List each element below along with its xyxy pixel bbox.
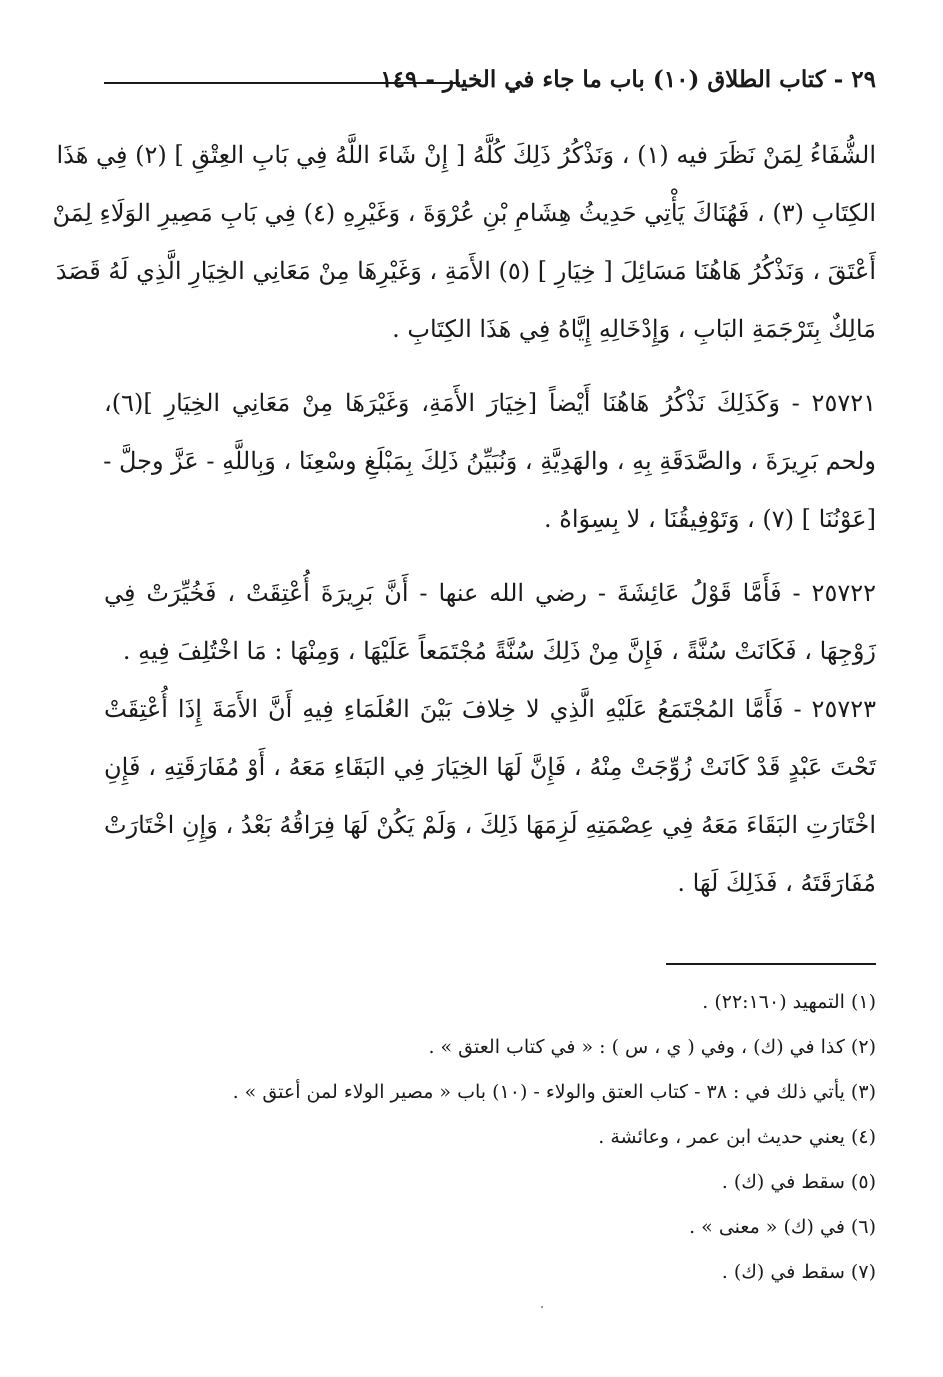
text-line: الكِتَابِ (٣) ، فَهُنَاكَ يَأْتِي حَدِيثُ هِشَامِ بْنِ عُرْوَةَ ، وَغَيْرِهِ (٤) فِي بَابِ مَصِيرِ الوَلَاءِ لِمَنْ [52, 199, 876, 227]
footnote: (٧) سقط في (ك) . [721, 1261, 876, 1283]
text-line: ٢٥٧٢١ - وَكَذَلِكَ نَذْكُرُ هَاهُنَا أَيْضاً [خِيَارَ الأَمَةِ، وَغَيْرَهَا مِنْ مَعَانِي الخِيَارِ ](٦)، [104, 389, 876, 417]
footnote: (٥) سقط في (ك) . [721, 1171, 876, 1193]
text-line: الشُّفَاءُ لِمَنْ نَظَرَ فيه (١) ، وَنَذْكُرُ ذَلِكَ كُلَّهُ [ إِنْ شَاءَ اللَّهُ فِي بَابِ العِتْقِ ] (٢) فِي هَذَا [56, 141, 876, 169]
footnotes [104, 982, 876, 1297]
text-line: ٢٥٧٢٢ - فَأَمَّا قَوْلُ عَائِشَةَ - رضي الله عنها - أَنَّ بَرِيرَةَ أُعْتِقَتْ ، فَخُيِّرَتْ فِي [104, 579, 876, 607]
text-line: مُفَارَقَتَهُ ، فَذَلِكَ لَهَا . [677, 869, 876, 897]
running-header [104, 62, 876, 102]
header-rule [104, 82, 460, 84]
text-line: اخْتَارَتِ البَقَاءَ مَعَهُ فِي عِصْمَتِهِ لَزِمَهَا ذَلِكَ ، وَلَمْ يَكُنْ لَهَا فِرَاقُهُ بَعْدُ ، وَإِنِ اخْتَارَتْ [104, 811, 876, 839]
paragraph-gap [104, 548, 876, 564]
text-line: ٢٥٧٢٣ - فَأَمَّا المُجْتَمَعُ عَلَيْهِ الَّذِي لا خِلافَ بَيْنَ العُلَمَاءِ فِيهِ أَنَّ الأَمَةَ إِذَا أُعْتِقَتْ [104, 695, 876, 723]
text-line: [عَوْنُنَا ] (٧) ، وَتَوْفِيقُنَا ، لا بِسِوَاهُ . [544, 505, 876, 533]
text-line: زَوْجِهَا ، فَكَانَتْ سُنَّةً ، فَإِنَّ مِنْ ذَلِكَ سُنَّةً مُجْتَمَعاً عَلَيْهَا ، وَمِنْهَا : مَا اخْتُلِفَ فِيهِ . [122, 637, 876, 665]
footnote: (٢) كذا في (ك) ، وفي ( ي ، س ) : « في كتاب العتق » . [428, 1036, 876, 1058]
footnote: (٣) يأتي ذلك في : ٣٨ - كتاب العتق والولاء - (١٠) باب « مصير الولاء لمن أعتق » . [232, 1081, 876, 1103]
text-line: ولحم بَرِيرَةَ ، والصَّدَقَةِ بِهِ ، والهَدِيَّةِ ، وَنُبَيِّنُ ذَلِكَ بِمَبْلَغِ وسْعِنَا ، وَبِاللَّهِ - عَزَّ وجلَّ - [103, 447, 876, 475]
text-line: مَالِكٌ بِتَرْجَمَةِ البَابِ ، وَإِدْخَالِهِ إِيَّاهُ فِي هَذَا الكِتَابِ . [392, 315, 876, 343]
footnote: (١) التمهيد (٢٢:١٦٠) . [702, 991, 876, 1013]
footnote: (٤) يعني حديث ابن عمر ، وعائشة . [598, 1126, 876, 1148]
scan-speck [541, 1306, 543, 1308]
running-title: ٢٩ - كتاب الطلاق (١٠) باب ما جاء في الخيار - ١٤٩ [380, 66, 876, 93]
footnote-rule [666, 963, 876, 965]
paragraph-gap [104, 358, 876, 374]
text-line: تَحْتَ عَبْدٍ قَدْ كَانَتْ زُوِّجَتْ مِنْهُ ، فَإِنَّ لَهَا الخِيَارَ فِي البَقَاءِ مَعَهُ ، أَوْ مُفَارَقَتِهِ ، فَإِنِ [104, 753, 876, 781]
footnote: (٦) في (ك) « معنى » . [689, 1216, 876, 1238]
main-text [52, 126, 876, 912]
text-line: أَعْتَقَ ، وَنَذْكُرُ هَاهُنَا مَسَائِلَ [ خِيَارِ ] (٥) الأَمَةِ ، وَغَيْرِهَا مِنْ مَعَانِي الخِيَارِ الَّذِي لَهُ قَصَدَ [55, 257, 876, 285]
